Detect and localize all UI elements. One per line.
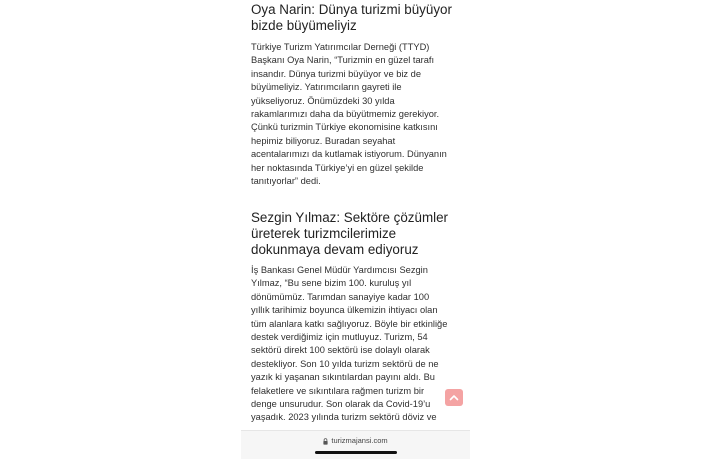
section-heading-sezgin-yilmaz: Sezgin Yılmaz: Sektöre çözümler üreterek turizmcilerimize dokunmaya devam ediyoruz — [251, 210, 448, 258]
address-bar[interactable] — [241, 436, 470, 446]
section-paragraph-sezgin-yilmaz: İş Bankası Genel Müdür Yardımcısı Sezgin Yılmaz, “Bu sene bizim 100. kuruluş yıl dönümümüz. Tarımdan sanayiye kadar 100 yıllık tarihimiz boyunca ülkemizin ihtiyacı olan tüm alanlara katkı sağlıyoruz. Böyle bir etkinliğe destek verdiğimiz için mutluyuz. Turizm, 54 sektörü direkt 100 sektörü ise dolaylı olarak destekliyor. Son 10 yılda turizm sektörü de ne yazık ki yaşanan sıkıntılardan payını aldı. Bu felaketlere ve sıkıntılara rağmen turizm bir denge unsurudur. Son olarak da Covid-19’u yaşadık. 2023 yılında turizm sektörü döviz ve — [251, 265, 448, 423]
section-heading-oya-narin: Oya Narin: Dünya turizmi büyüyor bizde büyümeliyiz — [251, 2, 452, 34]
browser-bottom-bar — [241, 430, 470, 459]
chevron-up-icon — [449, 394, 459, 401]
lock-icon — [323, 438, 328, 445]
section-paragraph-oya-narin: Türkiye Turizm Yatırımcılar Derneği (TTYD) Başkanı Oya Narin, “Turizmin en güzel tarafı insandır. Dünya turizmi büyüyor ve biz de büyümeliyiz. Yatırımcıların gayreti ile yükseliyoruz. Önümüzdeki 30 yılda rakamlarımızı daha da büyütmemiz gerekiyor. Çünkü turizmin Türkiye ekonomisine katkısını hepimiz biliyoruz. Buradan seyahat acentalarımızı da kutlamak istiyorum. Dünyanın her noktasında Türkiye’yi en güzel şekilde tanıtıyorlar” dedi. — [251, 42, 447, 187]
home-indicator[interactable] — [315, 451, 397, 454]
scroll-to-top-button[interactable] — [445, 389, 463, 406]
url-text: turizmajansi.com — [331, 436, 388, 445]
